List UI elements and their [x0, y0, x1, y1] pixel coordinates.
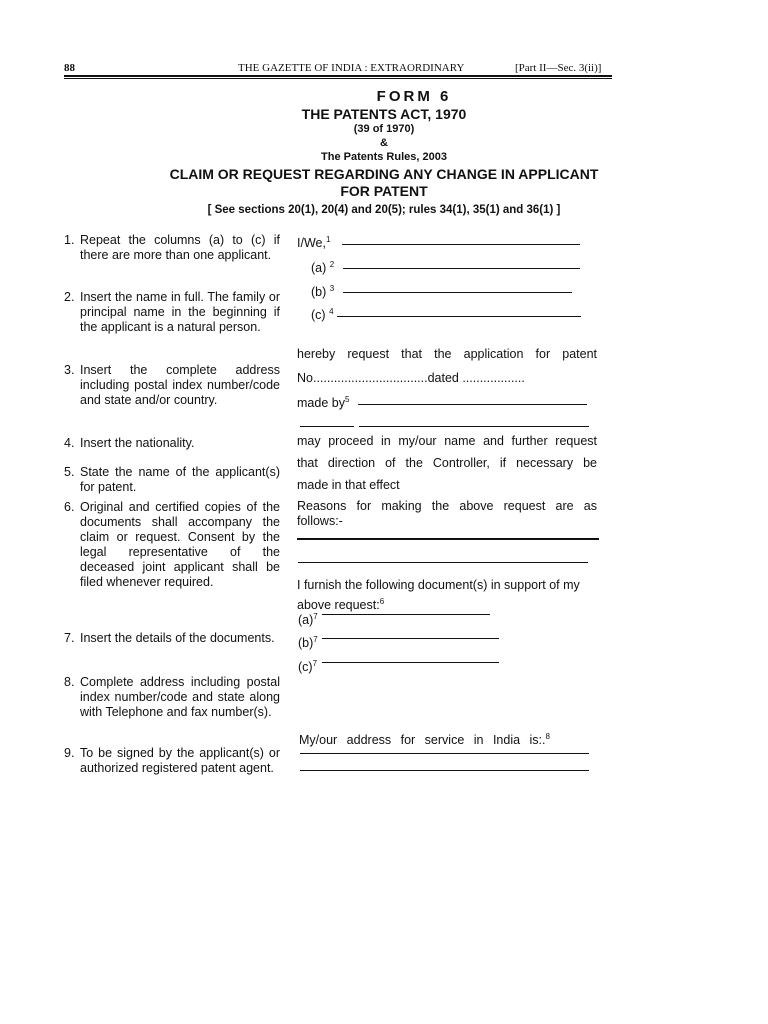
note-text: State the name of the applicant(s) for patent. [80, 465, 280, 494]
note-number: 6. [64, 500, 75, 514]
footnote-ref: 7 [313, 612, 318, 621]
note-number: 5. [64, 465, 75, 479]
column-a-line[interactable] [343, 268, 580, 269]
note-text: Insert the details of the documents. [80, 631, 275, 645]
footnote-ref: 2 [329, 260, 335, 269]
column-a-text: (a) [311, 261, 327, 276]
effect-text: made in that effect [297, 478, 400, 492]
note-number: 9. [64, 746, 75, 760]
note-number: 8. [64, 675, 75, 689]
note-number: 3. [64, 363, 75, 377]
footnote-ref: 8 [545, 732, 550, 741]
ampersand: & [380, 137, 388, 149]
column-b-label [311, 281, 334, 300]
column-c-line[interactable] [337, 316, 581, 317]
column-b-text: (b) [311, 285, 327, 300]
application-number-field[interactable]: No.................................dated .................. [297, 371, 525, 385]
made-by-line[interactable] [358, 404, 587, 405]
furnish-text: I furnish the following document(s) in support of my [297, 578, 580, 592]
document-c-text: (c) [298, 660, 313, 675]
note-text: Insert the nationality. [80, 436, 195, 450]
note-text: Repeat the columns (a) to (c) if there are more than one applicant. [80, 233, 280, 262]
document-a-text: (a) [298, 613, 314, 628]
note-text: Complete address including postal index number/code and state along with Telephone and fax number(s). [80, 675, 280, 719]
page-number: 88 [64, 62, 75, 74]
gazette-title: THE GAZETTE OF INDIA : EXTRAORDINARY [238, 62, 465, 74]
form-heading-line1: CLAIM OR REQUEST REGARDING ANY CHANGE IN APPLICANT [169, 166, 599, 182]
made-by-line-2b[interactable] [359, 426, 589, 427]
header-rule [64, 75, 612, 77]
reasons-line-2[interactable] [298, 562, 588, 563]
service-address-text: My/our address for service in India is:. [299, 733, 546, 748]
applicant-label [297, 232, 330, 251]
document-c-label [298, 656, 317, 675]
footnote-ref: 5 [344, 395, 350, 404]
proceed-text: may proceed in my/our name and further request [297, 434, 597, 448]
sections-reference: [ See sections 20(1), 20(4) and 20(5); rules 34(1), 35(1) and 36(1) ] [207, 204, 561, 216]
note-text: Insert the name in full. The family or principal name in the beginning if the applicant is a natural person. [80, 290, 280, 334]
column-a-label [311, 257, 334, 276]
document-a-line[interactable] [322, 614, 490, 615]
column-c-label [311, 304, 334, 323]
document-b-text: (b) [298, 636, 314, 651]
request-text: hereby request that the application for patent [297, 347, 597, 361]
applicant-name-line[interactable] [342, 244, 580, 245]
address-line-2[interactable] [300, 770, 589, 771]
act-title: THE PATENTS ACT, 1970 [301, 106, 467, 122]
document-c-line[interactable] [322, 662, 499, 663]
reasons-text: Reasons for making the above request are as [297, 499, 597, 513]
reasons-line-1[interactable] [297, 538, 599, 540]
note-number: 2. [64, 290, 75, 304]
act-number: (39 of 1970) [353, 123, 415, 135]
document-a-label [298, 609, 318, 628]
footnote-ref: 3 [329, 284, 335, 293]
made-by-line-2a[interactable] [300, 426, 354, 427]
part-section: [Part II—Sec. 3(ii)] [515, 62, 602, 74]
made-by-text: made by [297, 396, 345, 411]
column-c-text: (c) [311, 308, 326, 323]
made-by-label [297, 392, 349, 411]
note-text: Insert the complete address including postal index number/code and state and/or country. [80, 363, 280, 407]
column-b-line[interactable] [343, 292, 572, 293]
note-number: 1. [64, 233, 75, 247]
document-b-label [298, 632, 318, 651]
iwe-text: I/We, [297, 236, 326, 251]
rules-title: The Patents Rules, 2003 [321, 151, 447, 163]
service-address-label [299, 729, 550, 748]
form-title: FORM 6 [376, 88, 452, 105]
footnote-ref: 7 [313, 635, 318, 644]
note-number: 4. [64, 436, 75, 450]
footnote-ref: 7 [312, 659, 318, 668]
document-b-line[interactable] [322, 638, 499, 639]
direction-text: that direction of the Controller, if necessary be [297, 456, 597, 470]
furnish-request-text: above request: [297, 598, 380, 613]
header-rule-thin [64, 78, 612, 79]
note-text: Original and certified copies of the documents shall accompany the claim or request. Consent by the legal representative of the deceased joint applicant shall be filed whenever required. [80, 500, 280, 589]
footnote-ref: 1 [325, 235, 331, 244]
footnote-ref: 4 [329, 307, 334, 316]
footnote-ref: 6 [379, 597, 385, 606]
address-line-1[interactable] [300, 753, 589, 754]
note-text: To be signed by the applicant(s) or authorized registered patent agent. [80, 746, 280, 775]
reasons-follows: follows:- [297, 514, 343, 528]
form-heading-line2: FOR PATENT [340, 183, 428, 199]
note-number: 7. [64, 631, 75, 645]
